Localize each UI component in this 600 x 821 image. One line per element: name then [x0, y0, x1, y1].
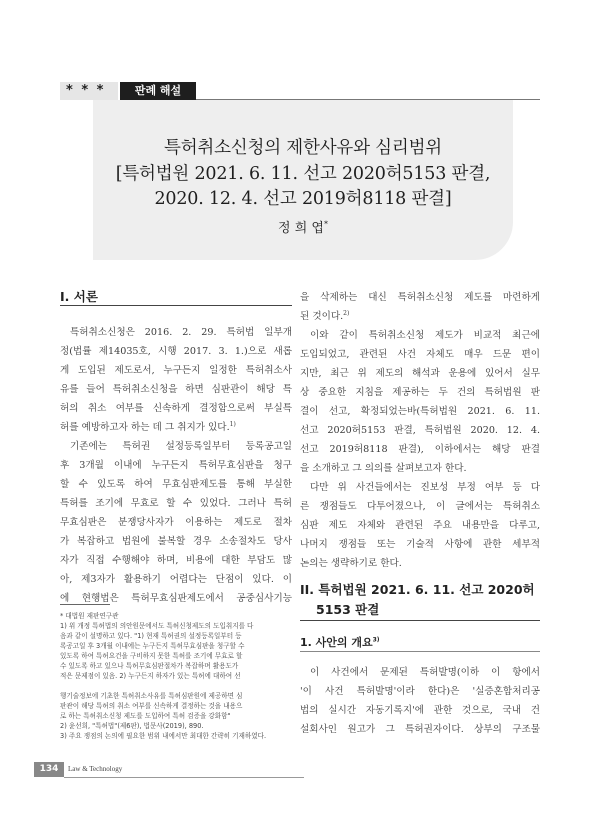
footnote-ref-3: 3) — [372, 636, 380, 644]
footnote: 1) 위 개정 특허법의 의안원문에서도 특허신청제도의 도입취지를 다 — [60, 622, 254, 630]
title-line-2: [특허법원 2021. 6. 11. 선고 2020허5153 판결, — [115, 164, 491, 184]
right-line: 지만, 최근 위 제도의 해석과 운용에 있어서 실무 — [300, 368, 540, 379]
left-line: 유를 들어 특허취소신청을 하면 심판관이 해당 특 — [60, 384, 292, 395]
title-line-3: 2020. 12. 4. 선고 2019허8118 판결] — [154, 189, 452, 209]
left-line: 허의 취소 여부를 신속하게 결정함으로써 부실특 — [60, 403, 292, 414]
footer-rule — [64, 777, 304, 778]
footnote: 적은 문제점이 있음. 2) 누구든지 하자가 있는 특허에 대하여 선 — [60, 672, 241, 680]
right-line: 결이 선고, 확정되었는바(특허법원 2021. 6. 11. — [300, 406, 540, 417]
right-line: 상 중요한 지침을 제공하는 두 건의 특허법원 판 — [300, 387, 540, 398]
left-line: 에 현행법은 특허무효심판제도에서 공중심사기능 — [60, 593, 292, 604]
right-line-text: 된 것이다. — [300, 311, 344, 322]
heading-case-1-line-1: II. 특허법원 2021. 6. 11. 선고 2020허 — [300, 582, 535, 597]
right-line: 나머지 쟁점들 또는 기술적 사항에 관한 세부적 — [300, 539, 540, 550]
author — [93, 217, 513, 236]
right-line — [300, 308, 349, 322]
title-line-1: 특허취소신청의 제한사유와 심리범위 — [163, 138, 442, 158]
heading-rule — [60, 305, 292, 306]
footnote: 음과 같이 설명하고 있다. "1) 현재 특허권의 설정등록일부터 등 — [60, 632, 242, 640]
left-line: 특허취소신청은 2016. 2. 29. 특허법 일부개 — [70, 327, 292, 338]
author-name: 정 희 엽 — [278, 221, 324, 236]
footnote: 수 있도록 하고 있으나 특허무효심판절차가 복잡하며 활용도가 — [60, 662, 239, 670]
left-line: 게 도입된 제도로서, 누구든지 일정한 특허취소사 — [60, 365, 292, 376]
left-line: 아, 제3자가 활용하기 어렵다는 단점이 있다. 이 — [60, 574, 292, 585]
footnote-ref-2: 2) — [343, 309, 350, 317]
right-line: 을 소개하고 그 의의를 살펴보고자 한다. — [300, 463, 467, 474]
footnote: 판관이 해당 특허의 취소 여부를 신속하게 결정하는 것을 내용으 — [60, 702, 243, 710]
footnote: 행기술정보에 기초한 특허취소사유를 특허심판원에 제공하면 심 — [60, 692, 243, 700]
right-line: 법의 실시간 자동기록지'에 관한 것으로, 국내 건 — [300, 705, 540, 716]
section-label: 판례 해설 — [120, 82, 196, 100]
right-line: '이 사건 특허발명'이라 한다)은 '실증혼합처리공 — [300, 686, 540, 697]
left-line — [60, 419, 236, 433]
right-line: 도입되었고, 관련된 사건 자체도 매우 드문 편이 — [300, 349, 540, 360]
magazine-name: Law & Technology — [68, 765, 123, 773]
footnote-ref-1: 1) — [229, 420, 236, 428]
left-line: 무효심판은 분쟁당사자가 이용하는 제도로 절차 — [60, 517, 292, 528]
right-line: 이 사건에서 문제된 특허발명(이하 이 항에서 — [310, 667, 540, 678]
left-line: 정(법률 제14035호, 시행 2017. 3. 1.)으로 새롭 — [60, 346, 292, 357]
author-mark: * — [323, 219, 328, 229]
right-line: 이와 같이 특허취소신청 제도가 비교적 최근에 — [310, 330, 540, 341]
footnote: 로 하는 특허취소신청 제도를 도입하여 특허 검증을 강화함" — [60, 712, 231, 720]
section-tag — [60, 82, 540, 100]
heading-introduction: I. 서론 — [60, 289, 98, 304]
right-line: 다만 위 사건들에서는 진보성 부정 여부 등 다 — [310, 482, 540, 493]
left-line: 특허를 조기에 무효로 할 수 있었다. 그러나 특허 — [60, 498, 292, 509]
left-line: 가 복잡하고 법원에 불복할 경우 소송절차도 당사 — [60, 536, 292, 547]
heading-case-1-line-2: 5153 판결 — [316, 602, 380, 617]
left-line-text: 허를 예방하고자 하는 데 그 취지가 있다. — [60, 422, 230, 433]
right-line: 설회사인 원고가 그 특허권자이다. 상부의 구조물 — [300, 724, 540, 735]
right-line: 심판 제도 자체와 관련된 주요 내용만을 다루고, — [300, 520, 540, 531]
heading-case-1-rule — [300, 620, 540, 621]
page-number: 134 — [34, 762, 64, 777]
right-line: 논의는 생략하기로 한다. — [300, 558, 402, 569]
right-line: 선고 2019허8118 판결), 이하에서는 해당 판결 — [300, 444, 540, 455]
right-line: 을 삭제하는 대신 특허취소신청 제도를 마련하게 — [300, 292, 540, 303]
left-line: 할 수 있도록 하여 무효심판제도를 통해 부실한 — [60, 479, 292, 490]
footnote: 2) 윤선희, "특허법"(제6판), 법문사(2019), 890. — [60, 722, 204, 730]
section-stars: * * * — [60, 82, 118, 100]
right-line: 른 쟁점들도 다투어졌으나, 이 글에서는 특허취소 — [300, 501, 540, 512]
title-box — [93, 100, 513, 260]
footnote: * 대법원 재판연구관 — [60, 612, 119, 620]
subheading-overview — [300, 634, 380, 650]
footnote-rule — [60, 604, 110, 605]
right-line: 선고 2020허5153 판결, 특허법원 2020. 12. 4. — [300, 425, 540, 436]
left-line: 기존에는 특허권 설정등록일부터 등록공고일 — [70, 441, 292, 452]
subheading-text: 1. 사안의 개요 — [300, 636, 373, 649]
footnote: 록공고일 후 3개월 이내에는 누구든지 특허무효심판을 청구할 수 — [60, 642, 245, 650]
subheading-rule — [300, 651, 540, 652]
footnote: 3) 주요 쟁점의 논의에 필요한 범위 내에서만 최대한 간략히 기재하였다. — [60, 732, 267, 740]
footnote: 있도록 하여 특허요건을 구비하지 못한 특허를 조기에 무효로 할 — [60, 652, 243, 660]
left-line: 자가 직접 수행해야 하며, 비용에 대한 부담도 많 — [60, 555, 292, 566]
left-line: 후 3개월 이내에 누구든지 특허무효심판을 청구 — [60, 460, 292, 471]
